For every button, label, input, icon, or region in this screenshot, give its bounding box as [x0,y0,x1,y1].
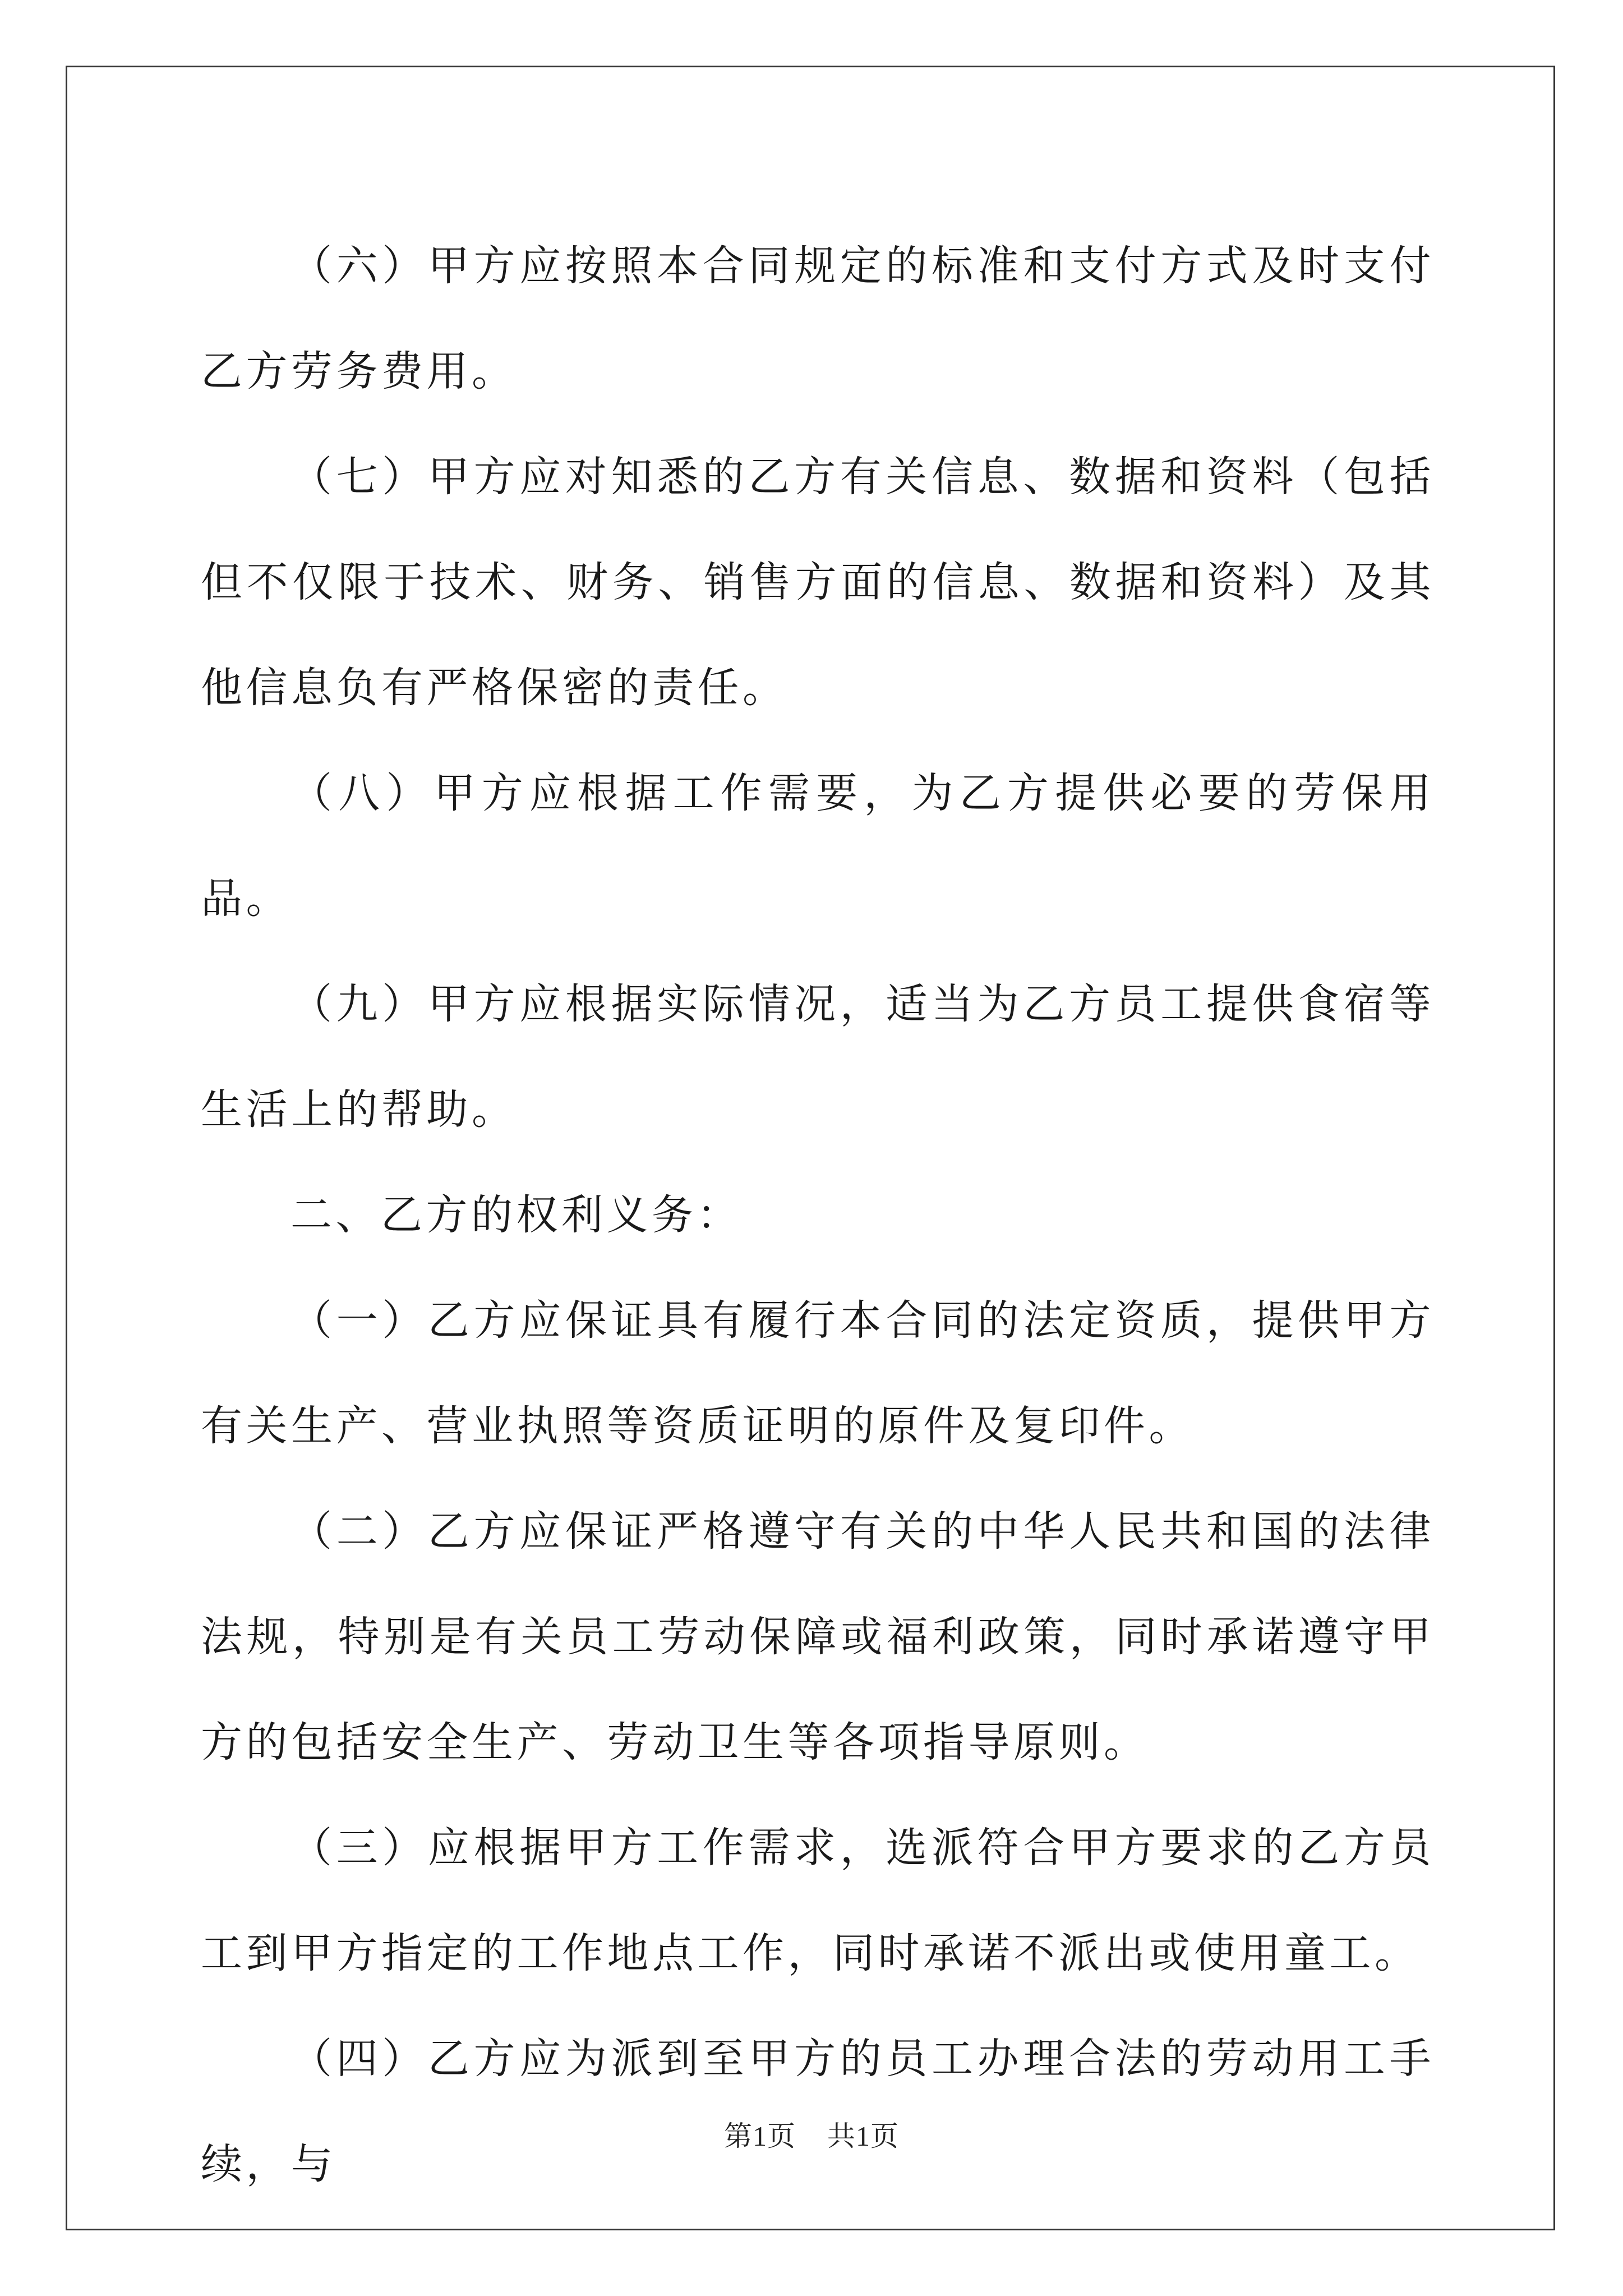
section-heading-party-b: 二、乙方的权利义务： [291,1191,742,1239]
paragraph-party-b-item-1: （一）乙方应保证具有履行本合同的法定资质，提供甲方有关生产、营业执照等资质证明的原件及复印件。 [201,1296,1435,1450]
paragraph-party-a-item-7: （七）甲方应对知悉的乙方有关信息、数据和资料（包括但不仅限于技术、财务、销售方面的信息、数据和资料）及其他信息负有严格保密的责任。 [201,453,1435,712]
page-footer [0,2114,1623,2154]
page-number-total: 共1页 [827,2120,899,2152]
paragraph-party-a-item-8: （八）甲方应根据工作需要，为乙方提供必要的劳保用品。 [201,769,1435,923]
document-body [201,213,1435,2217]
paragraph-party-a-item-9: （九）甲方应根据实际情况，适当为乙方员工提供食宿等生活上的帮助。 [201,980,1435,1134]
paragraph-party-b-item-2: （二）乙方应保证严格遵守有关的中华人民共和国的法律法规，特别是有关员工劳动保障或福利政策，同时承诺遵守甲方的包括安全生产、劳动卫生等各项指导原则。 [201,1507,1435,1766]
page-number-current: 第1页 [724,2120,796,2152]
paragraph-party-b-item-4: （四）乙方应为派到至甲方的员工办理合法的劳动用工手续，与 [201,2035,1435,2188]
paragraph-party-a-item-6: （六）甲方应按照本合同规定的标准和支付方式及时支付乙方劳务费用。 [201,242,1435,395]
paragraph-party-b-item-3: （三）应根据甲方工作需求，选派符合甲方要求的乙方员工到甲方指定的工作地点工作，同时承诺不派出或使用童工。 [201,1824,1435,1977]
